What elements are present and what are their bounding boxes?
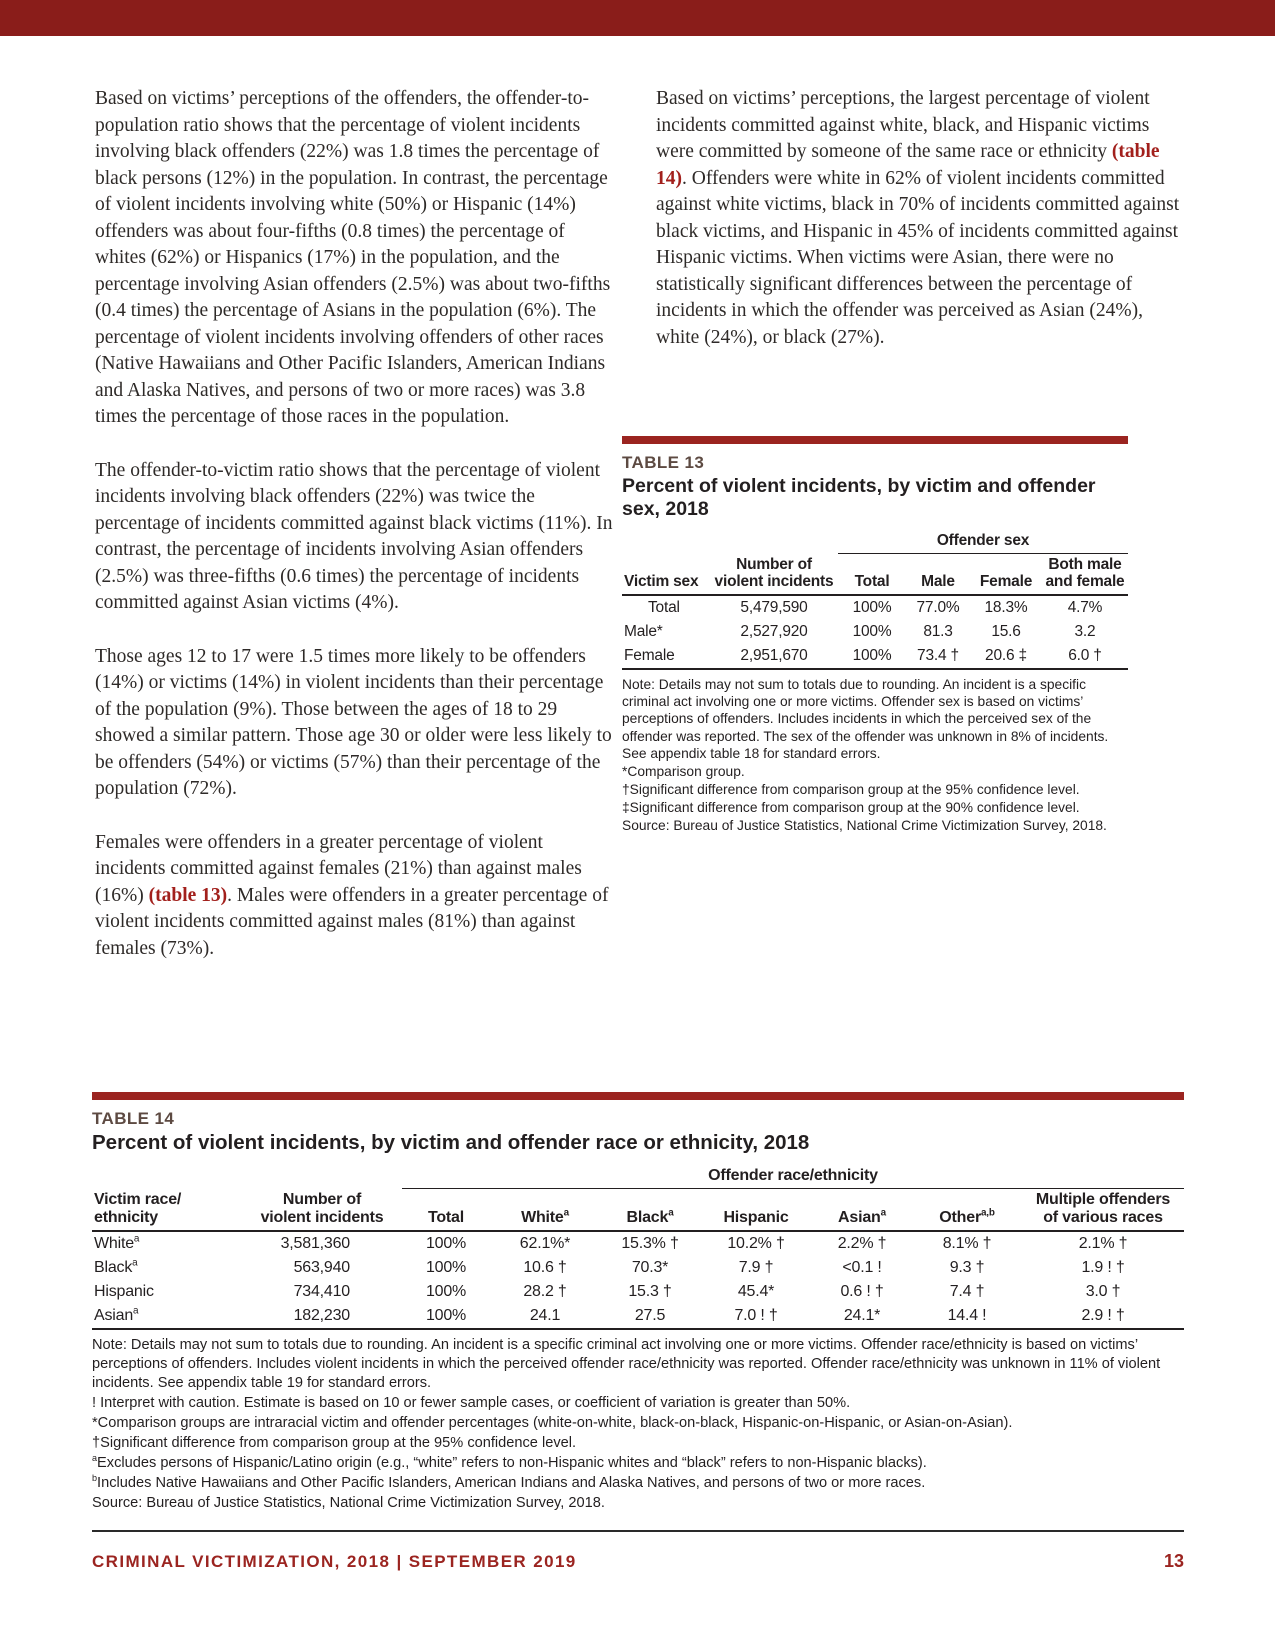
row-label <box>92 1304 242 1329</box>
cell-multiple: 3.0 † <box>1085 1283 1121 1301</box>
header-text: Other <box>939 1208 981 1226</box>
paragraph-offender-to-victim <box>95 458 617 617</box>
note-source: Source: Bureau of Justice Statistics, National Crime Victimization Survey, 2018. <box>622 818 1107 834</box>
col-header-both <box>1042 553 1128 595</box>
row-label-text: Hispanic <box>94 1283 154 1301</box>
table14-section <box>92 1092 1184 1514</box>
cell-white: 10.6 † <box>523 1259 567 1277</box>
header-line: Multiple offenders <box>1035 1190 1171 1208</box>
note-line: Note: Details may not sum to totals due to rounding. An incident is a specific criminal act involving one or more victims. Offender race/ethnicity is based on victims’ perceptions of offenders. Includes violent incidents in which the perceived offender race/ethnicity was reported. Offender race/ethnicity was unknown in 11% of violent incidents. See appendix table 19 for standard errors. <box>92 1337 1161 1392</box>
col-header-total: Total <box>838 553 906 595</box>
col-header-victim-sex: Victim sex <box>622 553 710 595</box>
note-sup: a <box>92 1453 98 1464</box>
table14-title: Percent of violent incidents, by victim and offender race or ethnicity, 2018 <box>92 1131 810 1154</box>
table13-section <box>622 436 1128 835</box>
cell-asian: <0.1 ! <box>842 1259 882 1277</box>
header-sup: a,b <box>980 1207 995 1219</box>
header-line: Number of <box>282 1190 362 1208</box>
cell-total: 100% <box>852 623 892 641</box>
note-line-b <box>92 1474 1184 1493</box>
note-line: †Significant difference from comparison group at the 95% confidence level. <box>622 781 1080 797</box>
table13-notes <box>622 676 1128 834</box>
page-footer <box>92 1551 1184 1572</box>
header-line: violent incidents <box>714 572 834 590</box>
table13-spanner-offender-sex: Offender sex <box>838 530 1128 553</box>
row-label-text: Asian <box>94 1307 134 1325</box>
cell-other: 14.4 ! <box>912 1304 1022 1329</box>
header-line: of various races <box>1043 1208 1163 1226</box>
table13-label: TABLE 13 <box>622 453 705 472</box>
table13-ref-link[interactable]: (table 13) <box>148 884 228 906</box>
cell-number: 734,410 <box>293 1283 350 1301</box>
header-text: White <box>521 1208 564 1226</box>
cell-multiple: 2.9 ! † <box>1022 1304 1184 1329</box>
table14-notes <box>92 1336 1184 1513</box>
header-text: Black <box>626 1208 669 1226</box>
note-line: ‡Significant difference from comparison group at the 90% confidence level. <box>622 799 1080 815</box>
col-header-black <box>600 1188 700 1231</box>
table14-spanner-offender-race: Offender race/ethnicity <box>402 1165 1184 1188</box>
header-line: ethnicity <box>94 1208 158 1226</box>
note-line: *Comparison groups are intraracial victim and offender percentages (white-on-white, black-on-black, Hispanic-on-Hispanic, or Asian-on-Asian). <box>92 1415 1013 1432</box>
header-text: Asian <box>838 1208 881 1226</box>
cell-black: 27.5 <box>600 1304 700 1329</box>
row-label <box>92 1256 242 1280</box>
col-header-victim-race <box>92 1188 242 1231</box>
note-source: Source: Bureau of Justice Statistics, National Crime Victimization Survey, 2018. <box>92 1495 605 1512</box>
cell-multiple: 1.9 ! † <box>1081 1259 1125 1277</box>
cell-multiple: 2.1% † <box>1078 1235 1128 1253</box>
note-text: Excludes persons of Hispanic/Latino origin (e.g., “white” refers to non-Hispanic whites and “black” refers to non-Hispanic blacks). <box>97 1455 927 1472</box>
cell-black: 70.3* <box>631 1259 669 1277</box>
row-label-text: Black <box>94 1259 133 1277</box>
cell-both: 3.2 <box>1074 623 1096 641</box>
note-line: †Significant difference from comparison group at the 95% confidence level. <box>92 1435 577 1452</box>
cell-white: 62.1%* <box>519 1235 571 1253</box>
col-header-multiple-offenders <box>1022 1188 1184 1231</box>
note-line: Note: Details may not sum to totals due to rounding. An incident is a specific criminal act involving one or more victims. Offender sex is based on victims’ perceptions of offenders. Includes incidents in which the perceived sex of the offender was reported. The sex of the offender was unknown in 8% of incidents. See appendix table 18 for standard errors. <box>622 677 1109 761</box>
spacer-cell <box>92 1165 402 1188</box>
table14 <box>92 1165 1184 1331</box>
row-label-sup: a <box>132 1258 138 1270</box>
note-sup: b <box>92 1473 98 1484</box>
cell-female: 18.3% <box>984 599 1028 617</box>
col-header-number <box>710 553 838 595</box>
spacer-cell <box>622 530 838 553</box>
cell-male: 81.3 <box>923 623 953 641</box>
table14-header-row <box>92 1188 1184 1231</box>
table-row <box>92 1231 1184 1256</box>
table13 <box>622 530 1128 670</box>
header-line: Both male <box>1048 555 1122 573</box>
cell-number: 563,940 <box>293 1259 350 1277</box>
table-row <box>622 595 1128 620</box>
paragraph-text: Females were offenders in a greater percentage of violent incidents committed against females (21%) than against males (16%) <box>95 831 582 906</box>
pre-footer-rule <box>92 1530 1184 1532</box>
cell-both: 6.0 † <box>1042 644 1128 669</box>
paragraph-text: Those ages 12 to 17 were 1.5 times more likely to be offenders (14%) or victims (14%) in violent incidents than their percentage of the population (9%). Those between the ages of 18 to 29 showed a similar pattern. Those age 30 or older were less likely to be offenders (54%) or victims (57%) than their percentage of the population (72%). <box>95 645 612 799</box>
cell-number: 2,527,920 <box>740 623 808 641</box>
col-header-male: Male <box>906 553 970 595</box>
table13-title: Percent of violent incidents, by victim and offender sex, 2018 <box>622 475 1096 520</box>
table14-ref-link[interactable]: (table 14) <box>656 141 1160 189</box>
paragraph-age-groups <box>95 644 617 803</box>
cell-asian: 0.6 ! † <box>840 1283 884 1301</box>
table13-spanner-row <box>622 530 1128 553</box>
cell-total: 100% <box>425 1259 467 1277</box>
paragraph-text: Based on victims’ perceptions of the offenders, the offender-to-population ratio shows that the percentage of violent incidents involving black offenders (22%) was 1.8 times the percentage of black persons (12%) in the population. In contrast, the percentage of violent incidents involving white (50%) or Hispanic (14%) offenders was about four-fifths (0.8 times) the percentage of whites (62%) or Hispanics (17%) in the population, and the percentage involving Asian offenders (2.5%) was about two-fifths (0.4 times) the percentage of Asians in the population (6%). The percentage of violent incidents involving offenders of other races (Native Hawaiians and Other Pacific Islanders, American Indians and Alaska Natives, and persons of two or more races) was 3.8 times the percentage of those races in the population. <box>95 88 611 427</box>
cell-hispanic: 7.9 † <box>738 1259 774 1277</box>
cell-both: 4.7% <box>1067 599 1103 617</box>
header-line: Number of <box>736 555 812 573</box>
table-row <box>92 1256 1184 1280</box>
table13-red-rule <box>622 436 1128 444</box>
cell-male: 77.0% <box>916 599 960 617</box>
table-row <box>92 1304 1184 1329</box>
col-header-total: Total <box>402 1188 490 1231</box>
cell-total: 100% <box>838 644 906 669</box>
body-column-right <box>656 86 1183 378</box>
note-line: ! Interpret with caution. Estimate is based on 10 or fewer sample cases, or coefficient of variation is greater than 50%. <box>92 1395 851 1412</box>
table-row <box>622 644 1128 669</box>
footer-page-number: 13 <box>1163 1551 1184 1571</box>
cell-total: 100% <box>402 1304 490 1329</box>
cell-white: 28.2 † <box>523 1283 567 1301</box>
cell-other: 8.1% † <box>942 1235 992 1253</box>
table14-spanner-row <box>92 1165 1184 1188</box>
note-text: Includes Native Hawaiians and Other Pacific Islanders, American Indians and Alaska Natives, and persons of two or more races. <box>97 1475 926 1492</box>
header-line: Victim race/ <box>94 1190 182 1208</box>
paragraph-text: The offender-to-victim ratio shows that the percentage of violent incidents involving black offenders (22%) was twice the percentage of incidents committed against black victims (11%). In contrast, the percentage of incidents involving Asian offenders (2.5%) was three-fifths (0.6 times) the percentage of incidents committed against Asian victims (4%). <box>95 459 613 613</box>
row-label: Male* <box>624 623 663 641</box>
cell-asian: 24.1* <box>812 1304 912 1329</box>
cell-female: 20.6 ‡ <box>970 644 1042 669</box>
cell-female: 15.6 <box>991 623 1021 641</box>
cell-male: 73.4 † <box>906 644 970 669</box>
body-column-left <box>95 86 617 989</box>
header-sup: a <box>563 1207 569 1219</box>
row-label: Total <box>648 599 680 617</box>
cell-number: 2,951,670 <box>710 644 838 669</box>
col-header-white <box>490 1188 600 1231</box>
table-row <box>622 620 1128 644</box>
row-label <box>92 1280 242 1304</box>
cell-number: 5,479,590 <box>740 599 808 617</box>
cell-black: 15.3% † <box>621 1235 679 1253</box>
note-line-a <box>92 1454 1184 1473</box>
row-label-sup: a <box>133 1306 139 1318</box>
cell-asian: 2.2% † <box>837 1235 887 1253</box>
footer-report-title: CRIMINAL VICTIMIZATION, 2018 | SEPTEMBER 2019 <box>92 1552 577 1571</box>
page-top-red-bar <box>0 0 1275 36</box>
table-row <box>92 1280 1184 1304</box>
cell-hispanic: 45.4* <box>737 1283 775 1301</box>
header-line: violent incidents <box>260 1208 384 1226</box>
cell-black: 15.3 † <box>628 1283 672 1301</box>
paragraph-text: . Offenders were white in 62% of violent incidents committed against white victims, black in 70% of incidents committed against black victims, and Hispanic in 45% of incidents committed against Hispanic victims. When victims were Asian, there were no statistically significant differences between the percentage of incidents in which the offender was perceived as Asian (24%), white (24%), or black (27%). <box>656 167 1180 348</box>
paragraph-female-offenders <box>95 830 617 963</box>
col-header-number <box>242 1188 402 1231</box>
cell-total: 100% <box>425 1283 467 1301</box>
cell-other: 9.3 † <box>949 1259 985 1277</box>
cell-other: 7.4 † <box>949 1283 985 1301</box>
row-label-sup: a <box>133 1234 140 1246</box>
paragraph-text: Based on victims’ perceptions, the largest percentage of violent incidents committed against white, black, and Hispanic victims were committed by someone of the same race or ethnicity <box>656 88 1150 162</box>
note-line: *Comparison group. <box>622 763 745 779</box>
header-line: and female <box>1045 572 1125 590</box>
cell-number: 3,581,360 <box>280 1235 350 1253</box>
col-header-hispanic: Hispanic <box>700 1188 812 1231</box>
col-header-other <box>912 1188 1022 1231</box>
cell-white: 24.1 <box>490 1304 600 1329</box>
col-header-female: Female <box>970 553 1042 595</box>
paragraph-race-perceptions <box>656 86 1183 351</box>
paragraph-text: . Males were offenders in a greater percentage of violent incidents committed against males (81%) than against females (73%). <box>95 884 609 959</box>
paragraph-offender-to-population <box>95 86 617 431</box>
header-sup: a <box>880 1207 886 1219</box>
cell-number: 182,230 <box>242 1304 402 1329</box>
cell-total: 100% <box>852 599 892 617</box>
table13-header-row <box>622 553 1128 595</box>
cell-hispanic: 7.0 ! † <box>700 1304 812 1329</box>
row-label <box>92 1231 242 1256</box>
header-sup: a <box>668 1207 674 1219</box>
table14-label: TABLE 14 <box>92 1109 175 1128</box>
cell-hispanic: 10.2% † <box>727 1235 785 1253</box>
row-label-text: White <box>94 1235 134 1253</box>
table14-red-rule <box>92 1092 1184 1100</box>
row-label: Female <box>622 644 710 669</box>
col-header-asian <box>812 1188 912 1231</box>
cell-total: 100% <box>425 1235 467 1253</box>
